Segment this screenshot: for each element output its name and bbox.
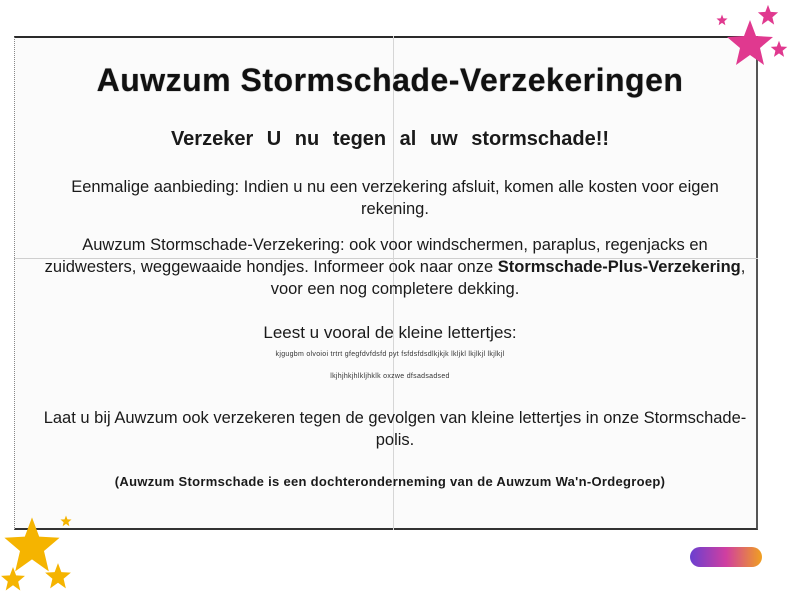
- offer-paragraph: Eenmalige aanbieding: Indien u nu een verzekering afsluit, komen alle kosten voor eigen rekening.: [71, 178, 719, 218]
- tiny-pink-star-icon: [716, 14, 728, 26]
- small-yellow-star-icon: [0, 566, 26, 592]
- flyer-footer: (Auwzum Stormschade is een dochteronderneming van de Auwzum Wa'n-Ordegroep): [114, 474, 666, 489]
- dasplaza-logo-icon: [690, 547, 762, 567]
- flyer-subtitle: Verzeker U nu tegen al uw stormschade!!: [170, 128, 610, 150]
- small-pink-star-icon: [757, 4, 779, 26]
- small-pink-star-icon: [770, 40, 788, 58]
- small-print-heading: Leest u vooral de kleine lettertjes:: [263, 323, 517, 342]
- small-yellow-star-icon: [44, 562, 72, 590]
- small-print-line-2: lkjhjhkjhlkljhklk oxzwe dfsadsadsed: [330, 373, 450, 380]
- coverage-text-start: Auwzum Stormschade-Verzekering: ook voor windschermen, paraplus, regenjacks en zuidwesters, weggewaaide hondjes. Informeer ook naar onze: [44, 236, 708, 276]
- tiny-yellow-star-icon: [60, 515, 72, 527]
- small-print-line-1: kjgugbm olvoioi trtrt gfegfdvfdsfd pyt fsfdsfdsdlkjkjk lkljkl lkjlkjl lkjlkjl: [275, 351, 505, 358]
- plus-insurance-name: Stormschade-Plus-Verzekering: [497, 258, 741, 276]
- small-print-paragraph: Laat u bij Auwzum ook verzekeren tegen de gevolgen van kleine lettertjes in onze Stormschade-polis.: [43, 409, 747, 449]
- coverage-paragraph: [40, 234, 750, 300]
- flyer-title: Auwzum Stormschade-Verzekeringen: [96, 62, 684, 98]
- coverage-text-end: , voor een nog completere dekking.: [270, 258, 746, 298]
